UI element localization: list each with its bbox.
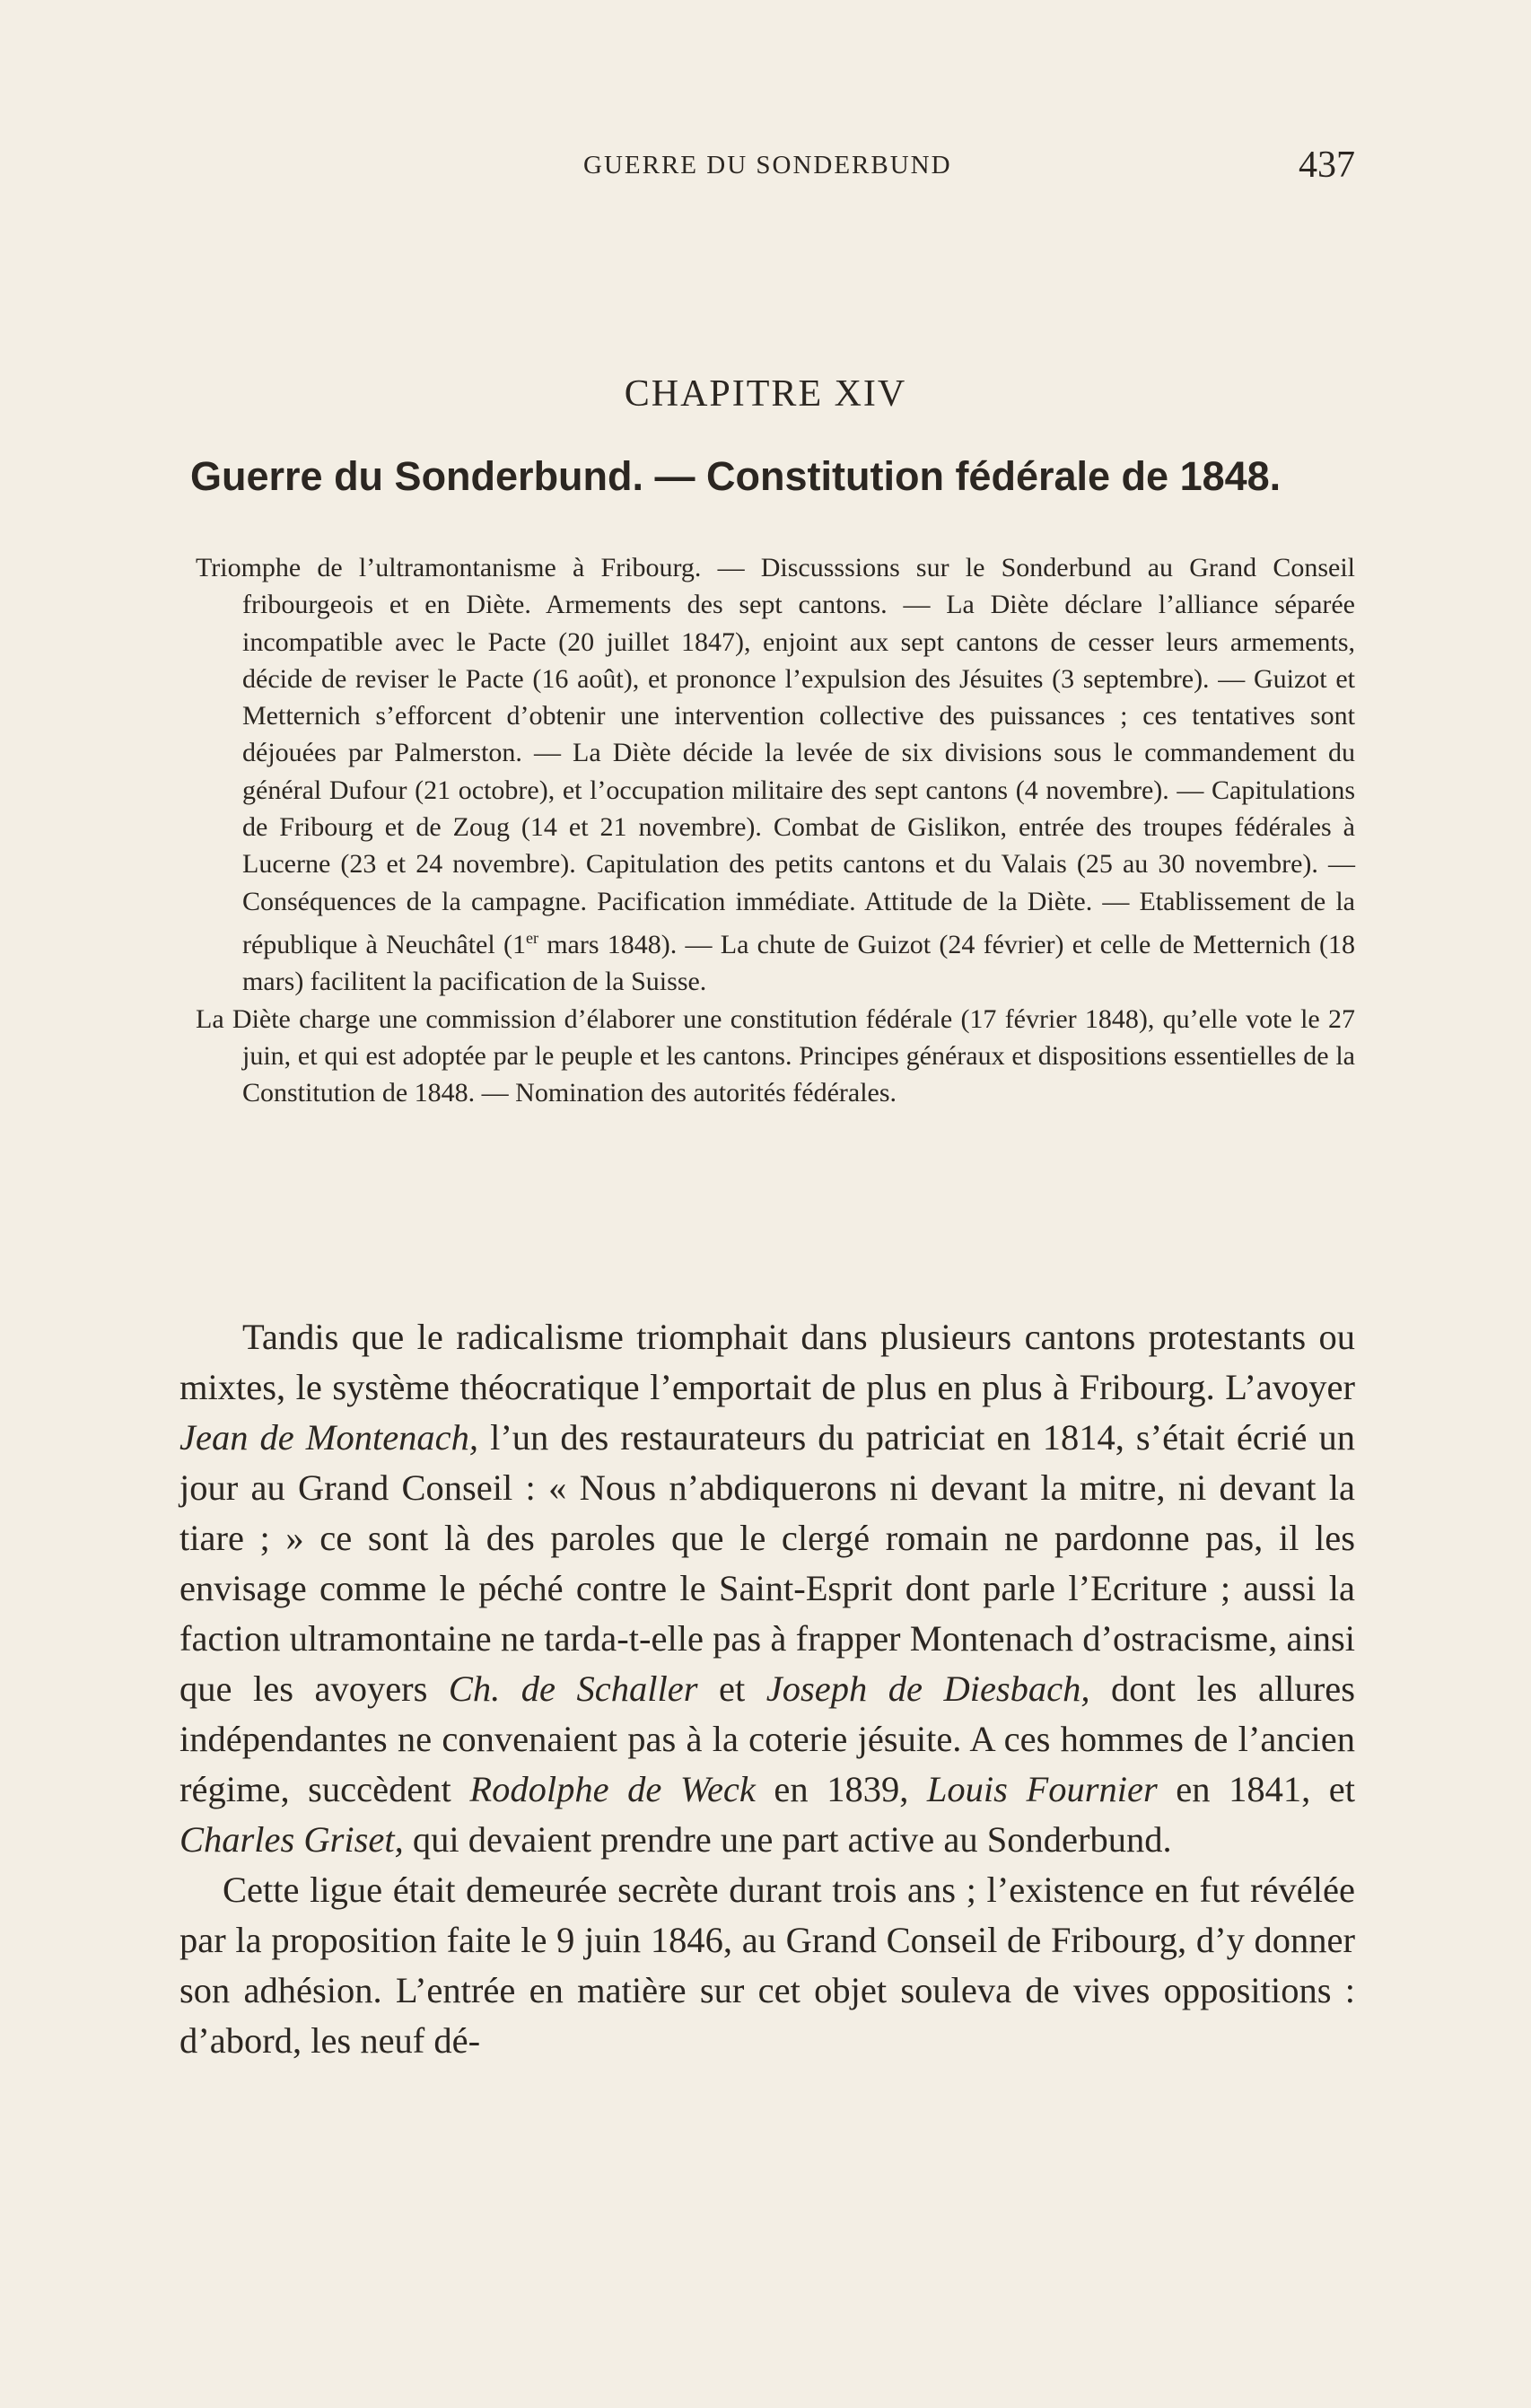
text-run: l’un des restaurateurs du patriciat en 1814, s’était écrié un jour au Grand Conseil : « Nous n’abdiquerons ni devant la mitre, ni devant la tiare ; » ce sont là des paroles que le clergé romain ne pardonne pas, il les envisage comme le péché contre le Saint-Esprit dont parle l’Ecriture ; aussi la faction ultramontaine ne tarda-t-elle pas à frapper Montenach d’ostracisme, ainsi que les avoyers [179,1417,1356,1709]
text-run: dont les allures indépendantes ne convenaient pas à la coterie jésuite. A ces hommes de l’ancien régime, succèdent [179,1668,1355,1809]
summary-superscript: er [525,928,538,947]
summary-paragraph-2: La Diète charge une commission d’élaborer une constitution fédérale (17 février 1848), qu’elle vote le 27 juin, et qui est adoptée par le peuple et les cantons. Principes généraux et dispositions essentielles de la Constitution de 1848. — Nomination des autorités fédérales. [196,1003,1355,1108]
chapter-title: Guerre du Sonderbund. — Constitution fédérale de 1848. [190,453,1282,499]
body-paragraph-2: Cette ligue était demeurée secrète durant trois ans ; l’existence en fut révélée par la proposition faite le 9 juin 1846, au Grand Conseil de Fribourg, d’y donner son adhésion. L’entrée en matière sur cet objet souleva de vives oppositions : d’abord, les neuf dé- [179,1869,1355,2061]
page-number: 437 [1299,144,1355,186]
text-run: qui devaient prendre une part active au Sonderbund. [403,1819,1172,1860]
chapter-label: CHAPITRE XIV [624,373,907,415]
text-run: en 1839, [755,1769,927,1809]
text-run: en 1841, et [1157,1769,1356,1809]
body-paragraph-1 [179,1312,1355,1865]
page-header [179,144,1355,188]
person-name: Joseph de Diesbach, [766,1668,1090,1709]
person-name: Rodolphe de Weck [469,1769,756,1809]
summary-text-1-end: mars 1848). — La chute de Guizot (24 février) et celle de Metternich (18 mars) facilitent la pacification de la Suisse. [242,929,1356,997]
chapter-summary [196,549,1355,1111]
text-run: et [697,1668,766,1709]
person-name: Charles Griset, [179,1819,404,1860]
text-run: Tandis que le radicalisme triomphait dans plusieurs cantons protestants ou mixtes, le système théocratique l’emportait de plus en plus à Fribourg. L’avoyer [179,1317,1355,1407]
person-name: Ch. de Schaller [448,1668,698,1709]
summary-paragraph-1 [196,549,1355,1001]
running-head: GUERRE DU SONDERBUND [583,151,952,180]
summary-date-day: 1 [512,929,526,959]
person-name: Louis Fournier [926,1769,1158,1809]
body-text [179,1312,1355,2066]
summary-text-1: Triomphe de l’ultramontanisme à Fribourg. — Discusssions sur le Sonderbund au Grand Conseil fribourgeois et en Diète. Armements des sept cantons. — La Diète déclare l’alliance séparée incompatible avec le Pacte (20 juillet 1847), enjoint aux sept cantons de cesser leurs armements, décide de reviser le Pacte (16 août), et prononce l’expulsion des Jésuites (3 septembre). — Guizot et Metternich s’efforcent d’obtenir une intervention collective des puissances ; ces tentatives sont déjouées par Palmerston. — La Diète décide la levée de six divisions sous le commandement du général Dufour (21 octobre), et l’occupation militaire des sept cantons (4 novembre). — Capitulations de Fribourg et de Zoug (14 et 21 novembre). Combat de Gislikon, entrée des troupes fédérales à Lucerne (23 et 24 novembre). Capitulation des petits cantons et du Valais (25 au 30 novembre). — Conséquences de la campagne. Pacification immédiate. Attitude de la Diète. — Etablissement de la république à Neuchâtel ( [196,553,1355,959]
person-name: Jean de Montenach, [179,1417,479,1458]
